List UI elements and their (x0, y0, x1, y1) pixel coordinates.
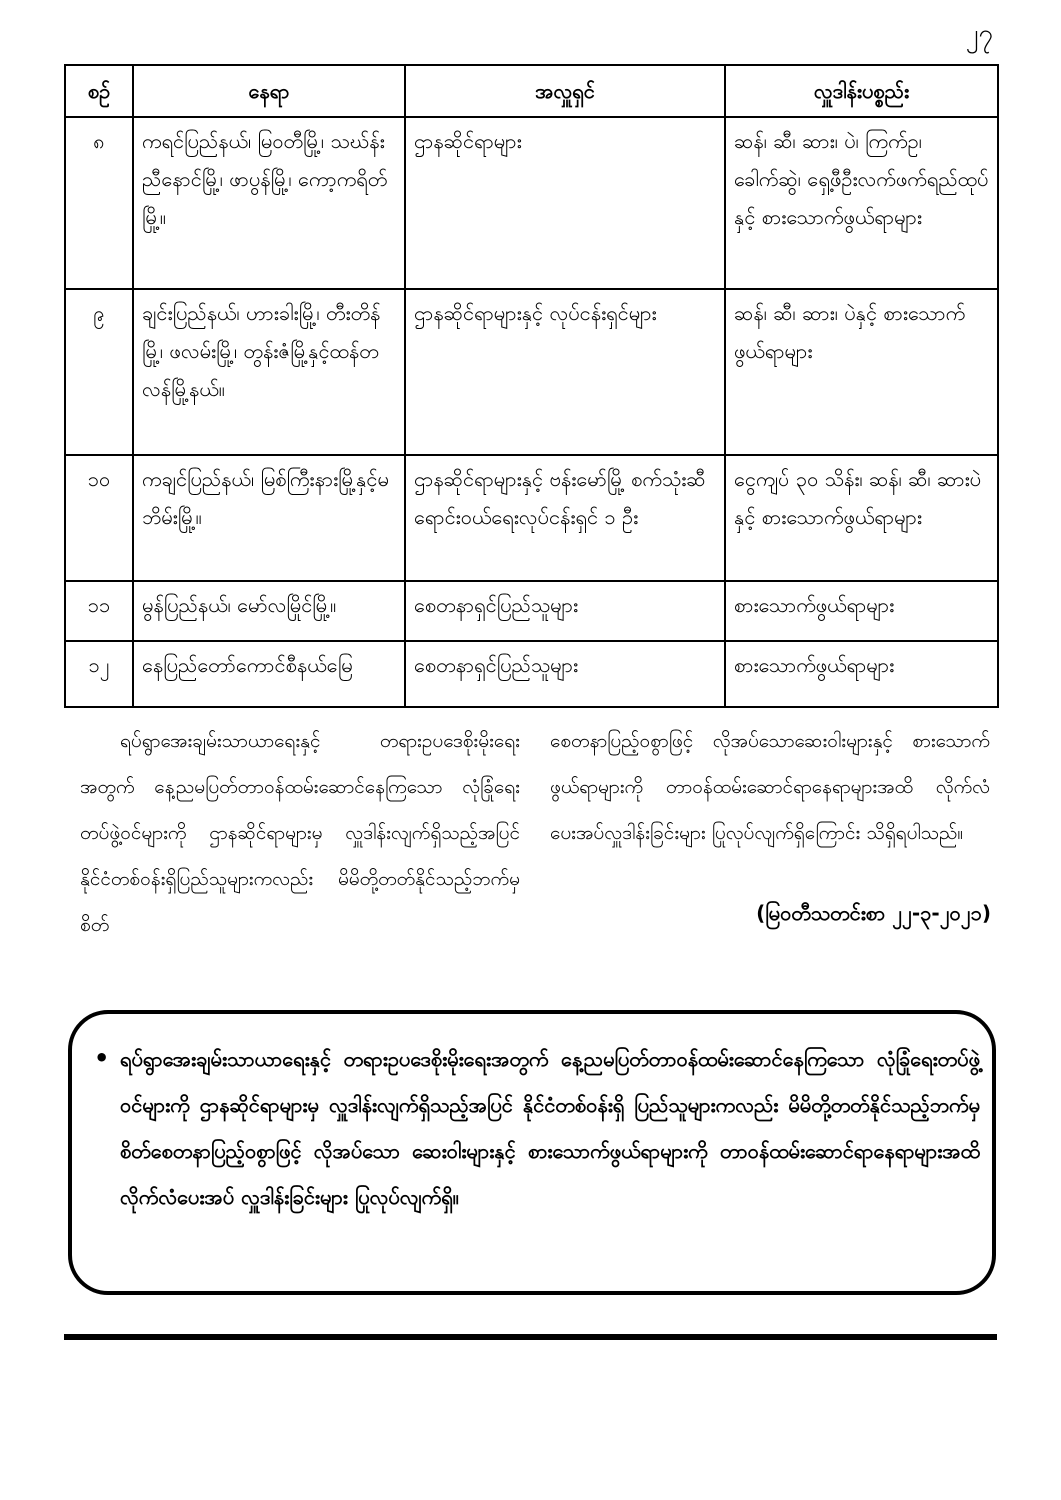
row-place: ကချင်ပြည်နယ်၊ မြစ်ကြီးနားမြို့နှင့်မဘိမ်းမြို့။ (133, 455, 405, 581)
bullet-icon: • (94, 1044, 110, 1072)
page-number: ၂၇ (965, 19, 993, 49)
table-row (65, 581, 998, 641)
row-no: ၁၂ (65, 641, 133, 707)
row-place: မွန်ပြည်နယ်၊ မော်လမြိုင်မြို့။ (133, 581, 405, 641)
row-no: ၁၁ (65, 581, 133, 641)
table-header-row (65, 65, 998, 117)
row-no: ၈ (65, 117, 133, 289)
row-place: နေပြည်တော်ကောင်စီနယ်မြေ (133, 641, 405, 707)
row-donor: ဌာနဆိုင်ရာများနှင့် ဗန်းမော်မြို့ စက်သုံးဆီရောင်းဝယ်ရေးလုပ်ငန်းရှင် ၁ ဦး (405, 455, 725, 581)
summary-text: ရပ်ရွာအေးချမ်းသာယာရေးနှင့် တရားဥပဒေစိုးမိုးရေးအတွက် နေ့ညမပြတ်တာဝန်ထမ်းဆောင်နေကြသော လုံခြုံရေးတပ်ဖွဲ့ဝင်များကို ဌာနဆိုင်ရာများမှ လှူဒါန်းလျက်ရှိသည့်အပြင် နိုင်ငံတစ်ဝန်းရှိ ပြည်သူများကလည်း မိမိတို့တတ်နိုင်သည့်ဘက်မှ စိတ်စေတနာပြည့်ဝစွာဖြင့် လိုအပ်သော ဆေးဝါးများနှင့် စားသောက်ဖွယ်ရာများကို တာဝန်ထမ်းဆောင်ရာနေရာများအထိ လိုက်လံပေးအပ် လှူဒါန်းခြင်းများ ပြုလုပ်လျက်ရှိ။ (120, 1047, 980, 1209)
news-source-citation: (မြဝတီသတင်းစာ ၂၂-၃-၂၀၂၁) (756, 901, 991, 925)
table-row (65, 289, 998, 455)
article-column-left (80, 718, 520, 948)
header-place: နေရာ (133, 65, 405, 117)
row-place: ကရင်ပြည်နယ်၊ မြဝတီမြို့၊ သဃ်န်းညီနောင်မြို့၊ ဖာပွန်မြို့၊ ကော့ကရိတ်မြို့။ (133, 117, 405, 289)
header-donor: အလှူရှင် (405, 65, 725, 117)
row-donor: ဌာနဆိုင်ရာများ (405, 117, 725, 289)
article-paragraph: ရပ်ရွာအေးချမ်းသာယာရေးနှင့် တရားဥပဒေစိုးမိုးရေးအတွက် နေ့ညမပြတ်တာဝန်ထမ်းဆောင်နေကြသော လုံခြုံရေးတပ်ဖွဲ့ဝင်များကို ဌာနဆိုင်ရာများမှ လှူဒါန်းလျက်ရှိသည့်အပြင် နိုင်ငံတစ်ဝန်းရှိပြည်သူများကလည်း မိမိတို့တတ်နိုင်သည့်ဘက်မှ စိတ် (80, 730, 520, 936)
row-no: ၉ (65, 289, 133, 455)
row-donor: စေတနာရှင်ပြည်သူများ (405, 641, 725, 707)
header-items: လှူဒါန်းပစ္စည်း (725, 65, 998, 117)
donation-table (64, 64, 999, 708)
table-row (65, 641, 998, 707)
row-items: ငွေကျပ် ၃၀ သိန်း၊ ဆန်၊ ဆီ၊ ဆားပဲနှင့် စားသောက်ဖွယ်ရာများ (725, 455, 998, 581)
row-donor: စေတနာရှင်ပြည်သူများ (405, 581, 725, 641)
row-items: စားသောက်ဖွယ်ရာများ (725, 581, 998, 641)
bottom-divider (64, 1334, 997, 1340)
row-items: ဆန်၊ ဆီ၊ ဆား၊ ပဲနှင့် စားသောက်ဖွယ်ရာများ (725, 289, 998, 455)
row-no: ၁၀ (65, 455, 133, 581)
article-column-right (550, 718, 990, 856)
summary-box (68, 1010, 996, 1295)
article-paragraph: စေတနာပြည့်ဝစွာဖြင့် လိုအပ်သောဆေးဝါးများနှင့် စားသောက်ဖွယ်ရာများကို တာဝန်ထမ်းဆောင်ရာနေရာများအထိ လိုက်လံပေးအပ်လှူဒါန်းခြင်းများ ပြုလုပ်လျက်ရှိကြောင်း သိရှိရပါသည်။ (550, 730, 990, 844)
row-place: ချင်းပြည်နယ်၊ ဟားခါးမြို့၊ တီးတိန် မြို့၊ ဖလမ်းမြို့၊ တွန်းဇံမြို့နှင့်ထန်တလန်မြို့နယ်။ (133, 289, 405, 455)
table-row (65, 455, 998, 581)
row-items: ဆန်၊ ဆီ၊ ဆား၊ ပဲ၊ ကြက်ဥ၊ ခေါက်ဆွဲ၊ ရှေ့ဖီဦးလက်ဖက်ရည်ထုပ်နှင့် စားသောက်ဖွယ်ရာများ (725, 117, 998, 289)
table-row (65, 117, 998, 289)
header-no: စဉ် (65, 65, 133, 117)
row-donor: ဌာနဆိုင်ရာများနှင့် လုပ်ငန်းရှင်များ (405, 289, 725, 455)
row-items: စားသောက်ဖွယ်ရာများ (725, 641, 998, 707)
